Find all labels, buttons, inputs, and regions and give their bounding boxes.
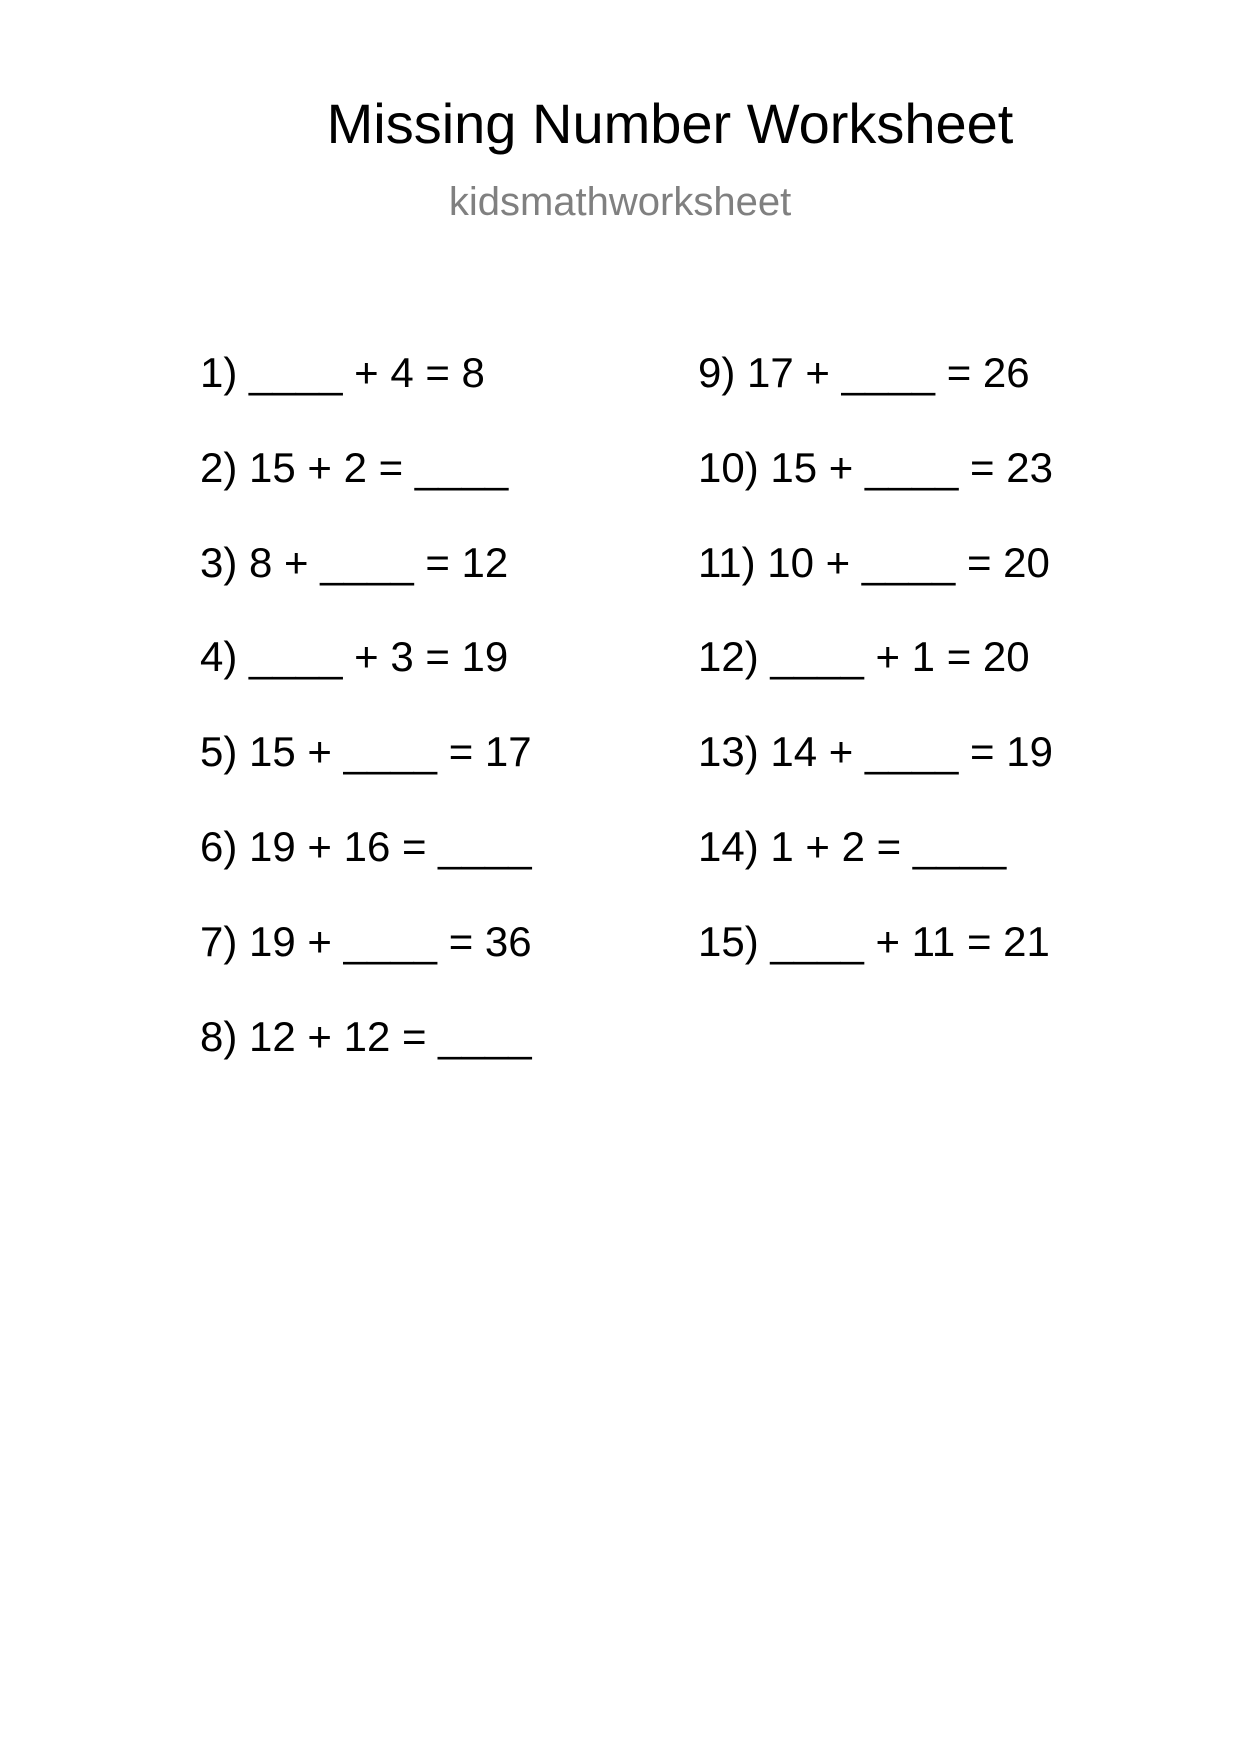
problem-9: 9) 17 + ____ = 26 — [698, 349, 1030, 396]
problem-1: 1) ____ + 4 = 8 — [200, 349, 485, 396]
problem-10: 10) 15 + ____ = 23 — [698, 444, 1053, 491]
problem-8: 8) 12 + 12 = ____ — [200, 1013, 532, 1060]
problem-2: 2) 15 + 2 = ____ — [200, 444, 509, 491]
problem-6: 6) 19 + 16 = ____ — [200, 823, 532, 870]
worksheet-subtitle: kidsmathworksheet — [448, 180, 792, 224]
problem-11: 11) 10 + ____ = 20 — [698, 539, 1050, 586]
problem-14: 14) 1 + 2 = ____ — [698, 823, 1007, 870]
problem-4: 4) ____ + 3 = 19 — [200, 633, 509, 680]
problem-15: 15) ____ + 11 = 21 — [698, 918, 1050, 965]
problem-13: 13) 14 + ____ = 19 — [698, 728, 1053, 775]
problem-7: 7) 19 + ____ = 36 — [200, 918, 532, 965]
problem-12: 12) ____ + 1 = 20 — [698, 633, 1030, 680]
worksheet-title: Missing Number Worksheet — [326, 92, 1014, 155]
problem-5: 5) 15 + ____ = 17 — [200, 728, 532, 775]
problem-3: 3) 8 + ____ = 12 — [200, 539, 509, 586]
